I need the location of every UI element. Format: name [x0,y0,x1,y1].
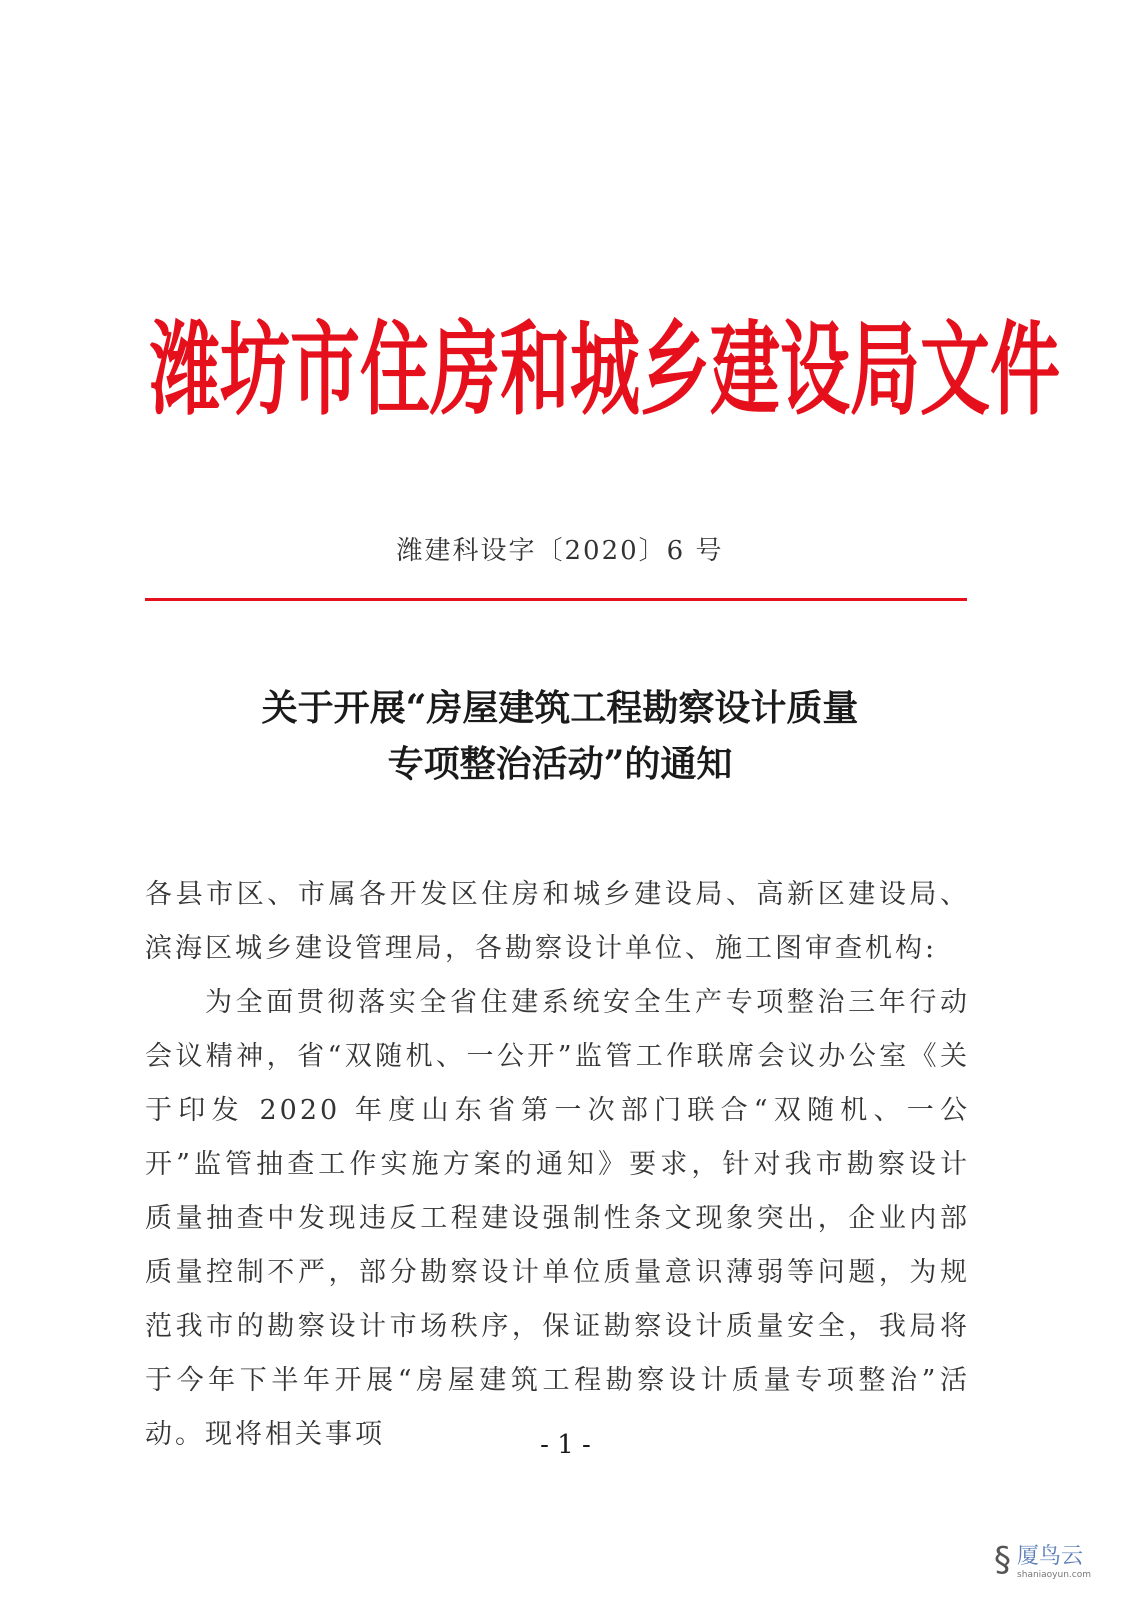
watermark-text: 厦鸟云 [1017,1544,1084,1569]
notice-title-line-1: 关于开展“房屋建筑工程勘察设计质量 [261,687,859,729]
page-number: - 1 - [540,1430,591,1460]
red-divider-line [145,598,967,601]
snake-logo-icon: § [994,1539,1012,1580]
document-number: 潍建科设字〔2020〕6 号 [396,536,724,566]
notice-title [150,680,970,792]
document-body [145,868,970,1462]
notice-title-line-2: 专项整治活动”的通知 [387,743,733,785]
body-paragraph-1: 为全面贯彻落实全省住建系统安全生产专项整治三年行动会议精神，省“双随机、一公开”监管工作联席会议办公室《关于印发 2020 年度山东省第一次部门联合“双随机、一公开”监管抽查工作实施方案的通知》要求，针对我市勘察设计质量抽查中发现违反工程建设强制性条文现象突出，企业内部质量控制不严，部分勘察设计单位质量意识薄弱等问题，为规范我市的勘察设计市场秩序，保证勘察设计质量安全，我局将于今年下半年开展“房屋建筑工程勘察设计质量专项整治”活动。现将相关事项 [145,987,970,1450]
watermark [994,1539,1091,1580]
salutation: 各县市区、市属各开发区住房和城乡建设局、高新区建设局、滨海区城乡建设管理局，各勘察设计单位、施工图审查机构: [145,879,970,964]
watermark-subtext: shaniaoyun.com [1017,1570,1091,1580]
document-header-title: 潍坊市住房和城乡建设局文件 [150,309,1060,430]
